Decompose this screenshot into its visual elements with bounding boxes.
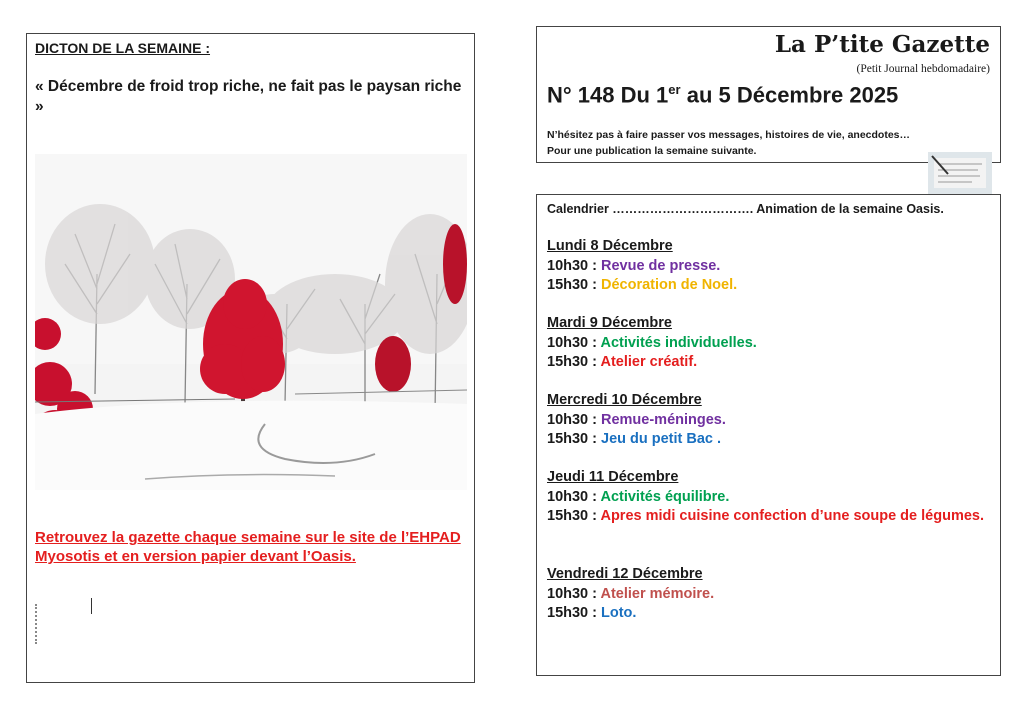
activity-time: 15h30 : [547,605,601,621]
activity-time: 10h30 : [547,411,601,428]
issue-line [547,82,898,108]
day-block-vendredi [547,565,997,624]
activity-time: 10h30 : [547,257,601,274]
activity [547,585,997,605]
activity-label: Revue de presse. [601,257,721,274]
activity [547,334,997,354]
gazette-header [536,26,1001,163]
activity-label: Atelier mémoire. [600,585,715,602]
activity [547,353,997,373]
activity-time: 10h30 : [547,488,601,505]
activity-label: Loto. [601,605,637,621]
calendar-heading: Calendrier ……………………………. Animation de la semaine Oasis. [547,202,944,216]
issue-sup: er [668,82,681,97]
day-name: Jeudi 11 Décembre [547,469,679,485]
day-block-mardi [547,314,997,373]
day-name: Mardi 9 Décembre [547,315,672,331]
activity-time: 15h30 : [547,354,601,370]
activity [547,411,997,431]
activity [547,604,997,624]
day-name: Vendredi 12 Décembre [547,566,703,582]
newspaper-image [928,152,992,194]
activity-time: 15h30 : [547,431,601,447]
issue-pre: N° 148 Du 1 [547,82,669,108]
left-panel [26,33,475,683]
activity-time: 15h30 : [547,277,601,293]
activity [547,430,997,450]
activity [547,488,997,508]
activity-label: Activités équilibre. [600,488,730,505]
day-name: Lundi 8 Décembre [547,238,673,254]
activity-label: Atelier créatif. [600,354,698,370]
activity-time: 15h30 : [547,508,601,524]
promo-text: Retrouvez la gazette chaque semaine sur le site de l’EHPAD Myosotis et en version papier devant l’Oasis. [35,529,461,565]
activity-label: Jeu du petit Bac . [601,431,722,447]
activity-label: Activités individuelles. [600,334,757,351]
margin-dots [35,604,39,644]
winter-park-photo [35,154,467,490]
activity-label: Remue-méninges. [601,411,726,428]
text-cursor [91,598,92,614]
activity-label: Apres midi cuisine confection d’une soupe de légumes. [600,508,984,524]
activity-time: 10h30 : [547,334,601,351]
activity-time: 10h30 : [547,585,601,602]
issue-post: au 5 Décembre 2025 [680,82,899,108]
activity [547,507,997,527]
activity [547,276,997,296]
dicton-text: « Décembre de froid trop riche, ne fait pas le paysan riche » [35,78,462,115]
calendar-panel [536,194,1001,676]
message-block [547,127,910,159]
gazette-title: La P’tite Gazette [774,31,990,58]
day-name: Mercredi 10 Décembre [547,392,702,408]
message-line-1: N’hésitez pas à faire passer vos messages, histoires de vie, anecdotes… [547,129,911,141]
day-block-jeudi [547,468,997,527]
gazette-subtitle: (Petit Journal hebdomadaire) [856,63,990,75]
dicton-title: DICTON DE LA SEMAINE : [35,40,211,56]
message-line-2: Pour une publication la semaine suivante. [547,145,757,157]
day-block-lundi [547,237,997,296]
activity [547,257,997,277]
day-block-mercredi [547,391,997,450]
activity-label: Décoration de Noel. [601,277,738,293]
